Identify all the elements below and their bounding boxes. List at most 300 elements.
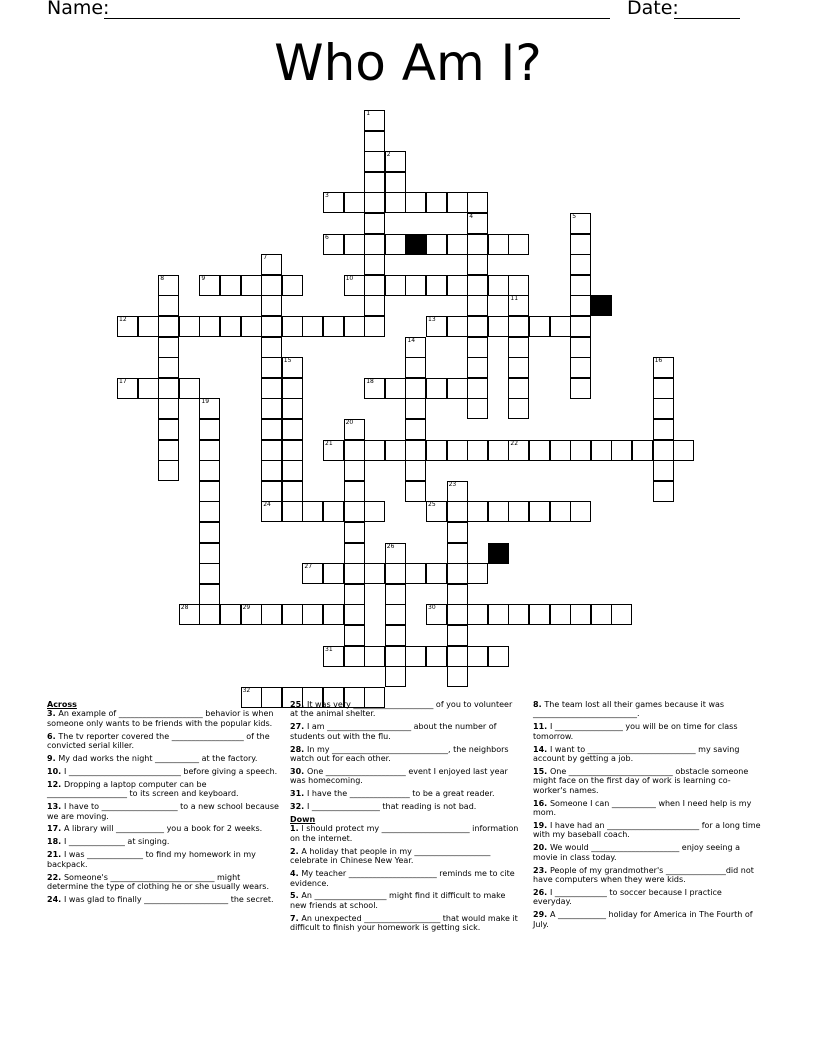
clue-item xyxy=(47,824,279,833)
grid-cell[interactable] xyxy=(447,192,468,213)
clue-number: 11 xyxy=(510,295,519,303)
grid-cell[interactable] xyxy=(261,604,282,625)
clue-column-1 xyxy=(47,700,279,908)
grid-cell[interactable] xyxy=(261,460,282,481)
grid-cell[interactable] xyxy=(426,378,447,399)
grid-cell[interactable] xyxy=(261,316,282,337)
grid-cell[interactable] xyxy=(261,378,282,399)
grid-cell[interactable] xyxy=(344,543,365,564)
grid-cell[interactable] xyxy=(426,501,447,522)
grid-cell[interactable] xyxy=(385,192,406,213)
clue-item xyxy=(290,802,522,811)
grid-cell[interactable] xyxy=(426,234,447,255)
clue-item xyxy=(290,722,522,741)
grid-cell[interactable] xyxy=(344,522,365,543)
grid-cell[interactable] xyxy=(158,316,179,337)
grid-cell[interactable] xyxy=(405,419,426,440)
grid-cell[interactable] xyxy=(302,501,323,522)
grid-cell[interactable] xyxy=(508,234,529,255)
grid-cell[interactable] xyxy=(385,604,406,625)
grid-cell[interactable] xyxy=(467,604,488,625)
clue-number-label: 17. xyxy=(47,824,64,834)
grid-cell[interactable] xyxy=(508,316,529,337)
grid-cell[interactable] xyxy=(385,563,406,584)
clue-number-label: 3. xyxy=(47,709,59,719)
grid-cell[interactable] xyxy=(673,440,694,461)
grid-cell[interactable] xyxy=(508,295,529,316)
grid-cell[interactable] xyxy=(447,625,468,646)
clue-number: 29 xyxy=(242,604,251,612)
clue-text: I want to ___________________________ my saving account by getting a job. xyxy=(533,744,740,764)
grid-cell[interactable] xyxy=(488,316,509,337)
grid-cell[interactable] xyxy=(426,440,447,461)
clue-text: I was glad to finally _____________________ the secret. xyxy=(63,894,274,904)
grid-cell[interactable] xyxy=(261,254,282,275)
clue-heading: Down xyxy=(290,815,316,825)
grid-cell[interactable] xyxy=(488,501,509,522)
grid-cell[interactable] xyxy=(488,604,509,625)
clue-item xyxy=(47,754,279,763)
grid-cell[interactable] xyxy=(405,398,426,419)
grid-cell[interactable] xyxy=(447,522,468,543)
clue-text: An unexpected ___________________ that would make it difficult to finish your homework is getting sick. xyxy=(290,913,518,933)
grid-cell[interactable] xyxy=(344,275,365,296)
grid-cell[interactable] xyxy=(323,501,344,522)
grid-cell[interactable] xyxy=(570,254,591,275)
grid-cell[interactable] xyxy=(611,604,632,625)
grid-cell[interactable] xyxy=(158,295,179,316)
clue-number: 28 xyxy=(180,604,189,612)
grid-cell[interactable] xyxy=(344,419,365,440)
grid-cell[interactable] xyxy=(199,604,220,625)
grid-cell[interactable] xyxy=(364,440,385,461)
clue-item xyxy=(47,802,279,821)
grid-cell[interactable] xyxy=(344,563,365,584)
clue-text: Someone I can ___________ when I need help is my mom. xyxy=(533,798,752,818)
grid-cell[interactable] xyxy=(447,234,468,255)
clue-number: 18 xyxy=(366,377,374,385)
grid-cell[interactable] xyxy=(302,604,323,625)
grid-cell[interactable] xyxy=(364,213,385,234)
grid-cell[interactable] xyxy=(508,337,529,358)
grid-cell[interactable] xyxy=(158,357,179,378)
clue-item xyxy=(47,837,279,846)
grid-cell[interactable] xyxy=(488,440,509,461)
clue-item xyxy=(533,799,761,818)
grid-cell[interactable] xyxy=(385,646,406,667)
grid-cell[interactable] xyxy=(344,646,365,667)
grid-cell[interactable] xyxy=(467,646,488,667)
grid-cell[interactable] xyxy=(323,234,344,255)
grid-cell[interactable] xyxy=(199,481,220,502)
grid-cell[interactable] xyxy=(344,584,365,605)
grid-cell[interactable] xyxy=(570,213,591,234)
grid-cell[interactable] xyxy=(385,625,406,646)
grid-cell[interactable] xyxy=(199,460,220,481)
grid-cell[interactable] xyxy=(261,275,282,296)
grid-cell[interactable] xyxy=(220,275,241,296)
grid-cell[interactable] xyxy=(385,172,406,193)
grid-cell[interactable] xyxy=(591,440,612,461)
grid-cell[interactable] xyxy=(467,398,488,419)
grid-cell[interactable] xyxy=(302,316,323,337)
clue-number-label: 15. xyxy=(533,766,550,776)
grid-cell[interactable] xyxy=(550,440,571,461)
clue-number-label: 30. xyxy=(290,766,307,776)
grid-cell[interactable] xyxy=(241,316,262,337)
grid-cell[interactable] xyxy=(385,543,406,564)
clue-item xyxy=(47,895,279,904)
clue-item xyxy=(47,873,279,892)
grid-cell[interactable] xyxy=(447,316,468,337)
grid-cell[interactable] xyxy=(261,481,282,502)
grid-cell[interactable] xyxy=(405,440,426,461)
grid-cell[interactable] xyxy=(344,234,365,255)
clue-text: People of my grandmother's _______________did not have computers when they were kids. xyxy=(533,865,754,884)
clue-number: 32 xyxy=(242,686,251,694)
grid-cell[interactable] xyxy=(447,604,468,625)
grid-cell[interactable] xyxy=(323,646,344,667)
grid-cell[interactable] xyxy=(653,460,674,481)
grid-block xyxy=(405,234,426,255)
grid-cell[interactable] xyxy=(241,604,262,625)
grid-cell[interactable] xyxy=(426,646,447,667)
grid-cell[interactable] xyxy=(241,275,262,296)
grid-cell[interactable] xyxy=(158,398,179,419)
grid-cell[interactable] xyxy=(344,481,365,502)
grid-cell[interactable] xyxy=(467,378,488,399)
grid-cell[interactable] xyxy=(117,378,138,399)
clue-text: My dad works the night ___________ at the factory. xyxy=(58,754,258,764)
grid-cell[interactable] xyxy=(632,440,653,461)
grid-cell[interactable] xyxy=(405,357,426,378)
clue-number: 24 xyxy=(263,501,271,509)
grid-cell[interactable] xyxy=(467,316,488,337)
grid-cell[interactable] xyxy=(447,481,468,502)
clue-number-label: 26. xyxy=(533,887,550,897)
grid-cell[interactable] xyxy=(467,234,488,255)
grid-cell[interactable] xyxy=(550,501,571,522)
grid-cell[interactable] xyxy=(158,440,179,461)
grid-cell[interactable] xyxy=(179,316,200,337)
grid-cell[interactable] xyxy=(199,419,220,440)
clue-number: 26 xyxy=(386,542,395,550)
grid-cell[interactable] xyxy=(426,316,447,337)
grid-cell[interactable] xyxy=(385,234,406,255)
grid-cell[interactable] xyxy=(282,460,303,481)
grid-cell[interactable] xyxy=(405,378,426,399)
grid-cell[interactable] xyxy=(138,316,159,337)
grid-cell[interactable] xyxy=(282,481,303,502)
grid-cell[interactable] xyxy=(550,316,571,337)
grid-cell[interactable] xyxy=(447,378,468,399)
grid-cell[interactable] xyxy=(653,398,674,419)
grid-cell[interactable] xyxy=(261,398,282,419)
grid-cell[interactable] xyxy=(570,337,591,358)
grid-cell[interactable] xyxy=(261,337,282,358)
grid-cell[interactable] xyxy=(405,275,426,296)
grid-cell[interactable] xyxy=(344,316,365,337)
grid-cell[interactable] xyxy=(467,501,488,522)
grid-cell[interactable] xyxy=(364,131,385,152)
grid-cell[interactable] xyxy=(467,337,488,358)
grid-cell[interactable] xyxy=(261,440,282,461)
grid-cell[interactable] xyxy=(447,584,468,605)
grid-cell[interactable] xyxy=(117,316,138,337)
grid-cell[interactable] xyxy=(467,192,488,213)
grid-cell[interactable] xyxy=(447,275,468,296)
grid-cell[interactable] xyxy=(364,295,385,316)
clue-number-label: 24. xyxy=(47,894,64,904)
clue-number-label: 2. xyxy=(290,846,302,856)
grid-cell[interactable] xyxy=(508,378,529,399)
clue-item xyxy=(290,745,522,764)
grid-cell[interactable] xyxy=(529,501,550,522)
grid-cell[interactable] xyxy=(364,254,385,275)
grid-cell[interactable] xyxy=(405,460,426,481)
grid-cell[interactable] xyxy=(158,378,179,399)
grid-cell[interactable] xyxy=(467,213,488,234)
clue-item xyxy=(47,780,279,799)
grid-cell[interactable] xyxy=(570,357,591,378)
clue-text: We would ______________________ enjoy seeing a movie in class today. xyxy=(533,843,740,862)
grid-cell[interactable] xyxy=(385,275,406,296)
grid-cell[interactable] xyxy=(467,440,488,461)
grid-cell[interactable] xyxy=(570,234,591,255)
grid-cell[interactable] xyxy=(508,440,529,461)
grid-cell[interactable] xyxy=(570,378,591,399)
grid-cell[interactable] xyxy=(653,481,674,502)
clue-number-label: 1. xyxy=(290,824,302,834)
grid-cell[interactable] xyxy=(158,419,179,440)
clue-item xyxy=(533,910,761,929)
clue-number-label: 10. xyxy=(47,766,64,776)
grid-cell[interactable] xyxy=(199,543,220,564)
grid-cell[interactable] xyxy=(447,543,468,564)
grid-cell[interactable] xyxy=(426,563,447,584)
grid-cell[interactable] xyxy=(179,378,200,399)
grid-cell[interactable] xyxy=(282,275,303,296)
grid-cell[interactable] xyxy=(467,563,488,584)
grid-cell[interactable] xyxy=(385,666,406,687)
grid-cell[interactable] xyxy=(467,295,488,316)
grid-cell[interactable] xyxy=(158,337,179,358)
grid-cell[interactable] xyxy=(508,398,529,419)
clue-text: I _________________ you will be on time for class tomorrow. xyxy=(533,722,738,741)
grid-cell[interactable] xyxy=(653,378,674,399)
grid-cell[interactable] xyxy=(364,316,385,337)
clue-number: 23 xyxy=(448,480,457,488)
grid-cell[interactable] xyxy=(488,646,509,667)
grid-cell[interactable] xyxy=(199,563,220,584)
grid-cell[interactable] xyxy=(611,440,632,461)
grid-cell[interactable] xyxy=(653,419,674,440)
name-label: Name: xyxy=(47,0,110,19)
grid-cell[interactable] xyxy=(282,419,303,440)
grid-cell[interactable] xyxy=(199,522,220,543)
grid-cell[interactable] xyxy=(199,584,220,605)
grid-cell[interactable] xyxy=(426,275,447,296)
grid-cell[interactable] xyxy=(447,440,468,461)
grid-cell[interactable] xyxy=(467,357,488,378)
grid-cell[interactable] xyxy=(405,337,426,358)
grid-cell[interactable] xyxy=(344,625,365,646)
grid-cell[interactable] xyxy=(447,501,468,522)
grid-cell[interactable] xyxy=(385,151,406,172)
grid-cell[interactable] xyxy=(570,275,591,296)
grid-cell[interactable] xyxy=(344,460,365,481)
grid-cell[interactable] xyxy=(364,378,385,399)
clue-number-label: 18. xyxy=(47,837,64,847)
grid-cell[interactable] xyxy=(282,398,303,419)
clue-number-label: 25. xyxy=(290,700,307,709)
grid-cell[interactable] xyxy=(158,460,179,481)
grid-cell[interactable] xyxy=(364,234,385,255)
grid-cell[interactable] xyxy=(591,604,612,625)
clue-number: 16 xyxy=(654,357,663,365)
clue-number: 17 xyxy=(119,377,127,385)
grid-cell[interactable] xyxy=(282,378,303,399)
clue-item xyxy=(290,891,522,910)
grid-cell[interactable] xyxy=(467,275,488,296)
grid-cell[interactable] xyxy=(199,275,220,296)
grid-cell[interactable] xyxy=(302,563,323,584)
grid-cell[interactable] xyxy=(344,501,365,522)
grid-cell[interactable] xyxy=(550,604,571,625)
grid-cell[interactable] xyxy=(508,357,529,378)
grid-cell[interactable] xyxy=(344,440,365,461)
grid-cell[interactable] xyxy=(261,501,282,522)
grid-cell[interactable] xyxy=(323,440,344,461)
grid-cell[interactable] xyxy=(344,192,365,213)
grid-cell[interactable] xyxy=(447,666,468,687)
grid-cell[interactable] xyxy=(653,440,674,461)
clue-text: I was ______________ to find my homework in my backpack. xyxy=(47,850,256,869)
grid-cell[interactable] xyxy=(570,440,591,461)
grid-cell[interactable] xyxy=(282,357,303,378)
clue-text: I have to ___________________ to a new school because we are moving. xyxy=(47,802,279,821)
grid-cell[interactable] xyxy=(426,604,447,625)
grid-cell[interactable] xyxy=(364,501,385,522)
grid-cell[interactable] xyxy=(385,584,406,605)
grid-cell[interactable] xyxy=(570,295,591,316)
grid-cell[interactable] xyxy=(323,192,344,213)
clue-number-label: 32. xyxy=(290,802,307,812)
grid-cell[interactable] xyxy=(653,357,674,378)
grid-cell[interactable] xyxy=(179,604,200,625)
grid-cell[interactable] xyxy=(405,563,426,584)
grid-cell[interactable] xyxy=(488,275,509,296)
grid-cell[interactable] xyxy=(508,275,529,296)
clue-text: A holiday that people in my ___________________ celebrate in Chinese New Year. xyxy=(290,846,491,866)
clue-number-label: 11. xyxy=(533,722,550,732)
clue-item xyxy=(533,866,761,885)
clue-number: 20 xyxy=(345,419,354,426)
clue-number-label: 19. xyxy=(533,820,550,830)
clue-text: An __________________ might find it difficult to make new friends at school. xyxy=(290,891,506,910)
grid-cell[interactable] xyxy=(158,275,179,296)
grid-cell[interactable] xyxy=(405,481,426,502)
clue-number: 30 xyxy=(428,604,436,612)
grid-cell[interactable] xyxy=(323,316,344,337)
grid-cell[interactable] xyxy=(447,646,468,667)
grid-cell[interactable] xyxy=(447,563,468,584)
grid-cell[interactable] xyxy=(529,316,550,337)
grid-cell[interactable] xyxy=(385,440,406,461)
clue-column-2 xyxy=(290,700,522,936)
grid-cell[interactable] xyxy=(364,192,385,213)
grid-cell[interactable] xyxy=(364,172,385,193)
grid-cell[interactable] xyxy=(344,604,365,625)
grid-cell[interactable] xyxy=(364,646,385,667)
grid-cell[interactable] xyxy=(364,563,385,584)
grid-cell[interactable] xyxy=(570,316,591,337)
clue-number: 7 xyxy=(263,254,268,262)
grid-cell[interactable] xyxy=(570,501,591,522)
date-label: Date: xyxy=(627,0,679,19)
clue-text: One ____________________ event I enjoyed last year was homecoming. xyxy=(290,766,508,786)
grid-cell[interactable] xyxy=(282,501,303,522)
grid-cell[interactable] xyxy=(385,378,406,399)
grid-cell[interactable] xyxy=(261,419,282,440)
grid-cell[interactable] xyxy=(405,646,426,667)
grid-cell[interactable] xyxy=(488,234,509,255)
clue-item xyxy=(290,869,522,888)
clue-number-label: 22. xyxy=(47,872,64,882)
grid-cell[interactable] xyxy=(364,151,385,172)
grid-cell[interactable] xyxy=(467,254,488,275)
clue-number-label: 21. xyxy=(47,850,64,860)
grid-cell[interactable] xyxy=(199,398,220,419)
grid-cell[interactable] xyxy=(282,604,303,625)
grid-cell[interactable] xyxy=(138,378,159,399)
grid-cell[interactable] xyxy=(282,440,303,461)
clue-text: A library will ____________ you a book for 2 weeks. xyxy=(63,824,263,834)
clue-number: 31 xyxy=(325,645,333,653)
grid-cell[interactable] xyxy=(364,275,385,296)
clue-number-label: 8. xyxy=(533,700,545,709)
grid-cell[interactable] xyxy=(426,192,447,213)
grid-cell[interactable] xyxy=(261,357,282,378)
grid-cell[interactable] xyxy=(508,501,529,522)
grid-cell[interactable] xyxy=(199,316,220,337)
grid-cell[interactable] xyxy=(508,604,529,625)
clue-number-label: 13. xyxy=(47,802,64,812)
grid-cell[interactable] xyxy=(529,604,550,625)
grid-cell[interactable] xyxy=(529,440,550,461)
clue-number: 10 xyxy=(345,274,354,282)
grid-cell[interactable] xyxy=(282,316,303,337)
grid-cell[interactable] xyxy=(261,295,282,316)
grid-cell[interactable] xyxy=(199,440,220,461)
clue-item xyxy=(290,914,522,933)
clue-item xyxy=(290,824,522,843)
grid-cell[interactable] xyxy=(570,604,591,625)
grid-cell[interactable] xyxy=(323,563,344,584)
clue-item xyxy=(533,821,761,840)
grid-cell[interactable] xyxy=(323,604,344,625)
clue-item xyxy=(533,767,761,795)
clue-number: 12 xyxy=(119,316,127,323)
grid-cell[interactable] xyxy=(199,501,220,522)
grid-cell[interactable] xyxy=(364,110,385,131)
clue-text: I have had an _______________________ for a long time with my baseball coach. xyxy=(533,820,761,840)
grid-cell[interactable] xyxy=(405,192,426,213)
clue-item xyxy=(47,767,279,776)
clue-number: 2 xyxy=(386,151,391,159)
grid-cell[interactable] xyxy=(220,316,241,337)
grid-cell[interactable] xyxy=(220,604,241,625)
